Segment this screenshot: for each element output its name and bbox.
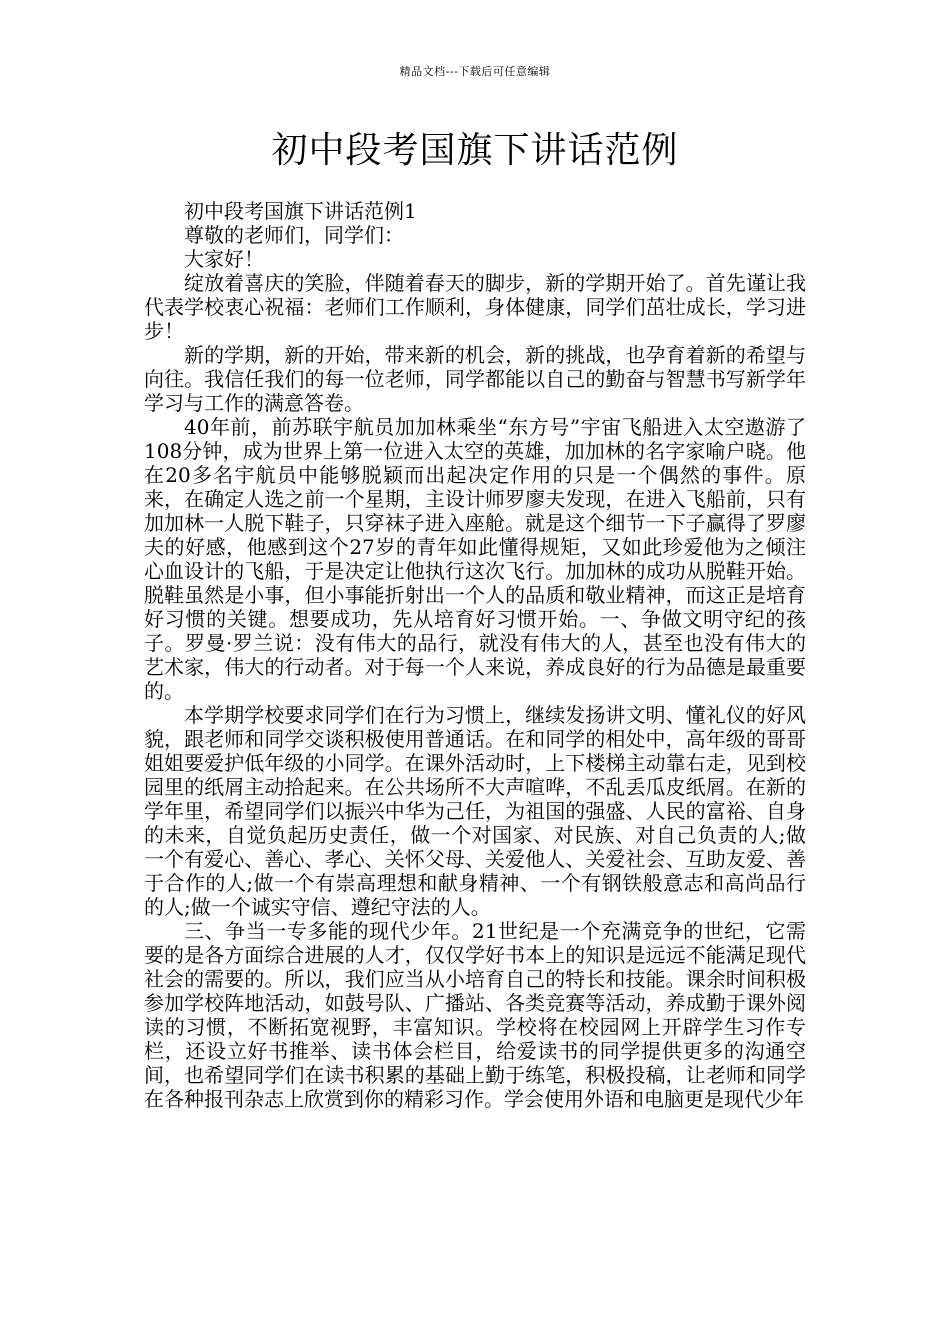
paragraph-salutation: 尊敬的老师们，同学们： bbox=[184, 223, 404, 247]
document-title: 初中段考国旗下讲话范例 bbox=[271, 130, 679, 171]
document-body bbox=[144, 199, 806, 1111]
paragraph-modern-youth: 三、争当一专多能的现代少年。21世纪是一个充满竞争的世纪，它需要的是各方面综合进展的人才，仅仅学好书本上的知识是远远不能满足现代社会的需要的。所以，我们应当从小培育自己的特长和技能。课余时间积极参加学校阵地活动，如鼓号队、广播站、各类竞赛等活动，养成勤于课外阅读的习惯，不断拓宽视野，丰富知识。学校将在校园网上开辟学生习作专栏，还设立好书推举、读书体会栏目，给爱读书的同学提供更多的沟通空间，也希望同学们在读书积累的基础上勤于练笔，积极投稿，让老师和同学在各种报刊杂志上欣赏到你的精彩习作。学会使用外语和电脑更是现代少年 bbox=[144, 919, 806, 1111]
paragraph-new-semester: 新的学期，新的开始，带来新的机会，新的挑战，也孕育着新的希望与向往。我信任我们的每一位老师，同学都能以自己的勤奋与智慧书写新学年学习与工作的满意答卷。 bbox=[144, 343, 806, 415]
paragraph-greeting: 大家好！ bbox=[184, 247, 264, 271]
paragraph-gagarin-story: 40年前，前苏联宇航员加加林乘坐“东方号”宇宙飞船进入太空遨游了108分钟，成为世界上第一位进入太空的英雄，加加林的名字家喻户晓。他在20多名宇航员中能够脱颖而出起决定作用的只是一个偶然的事件。原来，在确定人选之前一个星期，主设计师罗廖夫发现，在进入飞船前，只有加加林一人脱下鞋子，只穿袜子进入座舱。就是这个细节一下子赢得了罗廖夫的好感，他感到这个27岁的青年如此懂得规矩，又如此珍爱他为之倾注心血设计的飞船，于是决定让他执行这次飞行。加加林的成功从脱鞋开始。脱鞋虽然是小事，但小事能折射出一个人的品质和敬业精神，而这正是培育好习惯的关键。想要成功，先从培育好习惯开始。一、争做文明守纪的孩子。罗曼·罗兰说：没有伟大的品行，就没有伟大的人，甚至也没有伟大的艺术家，伟大的行动者。对于每一个人来说，养成良好的行为品德是最重要的。 bbox=[144, 415, 806, 703]
page-header: 精品文档---下载后可任意编辑 bbox=[399, 65, 551, 78]
paragraph-opening: 绽放着喜庆的笑脸，伴随着春天的脚步，新的学期开始了。首先谨让我代表学校衷心祝福：老师们工作顺利，身体健康，同学们茁壮成长，学习进步！ bbox=[144, 271, 806, 343]
paragraph-subtitle: 初中段考国旗下讲话范例1 bbox=[184, 199, 417, 223]
paragraph-behavior-requirements: 本学期学校要求同学们在行为习惯上，继续发扬讲文明、懂礼仪的好风貌，跟老师和同学交谈积极使用普通话。在和同学的相处中，高年级的哥哥姐姐要爱护低年级的小同学。在课外活动时，上下楼梯主动靠右走，见到校园里的纸屑主动拾起来。在公共场所不大声喧哗，不乱丢瓜皮纸屑。在新的学年里，希望同学们以振兴中华为己任，为祖国的强盛、人民的富裕、自身的未来，自觉负起历史责任，做一个对国家、对民族、对自己负责的人;做一个有爱心、善心、孝心、关怀父母、关爱他人、关爱社会、互助友爱、善于合作的人;做一个有崇高理想和献身精神、一个有钢铁般意志和高尚品行的人;做一个诚实守信、遵纪守法的人。 bbox=[144, 703, 806, 919]
